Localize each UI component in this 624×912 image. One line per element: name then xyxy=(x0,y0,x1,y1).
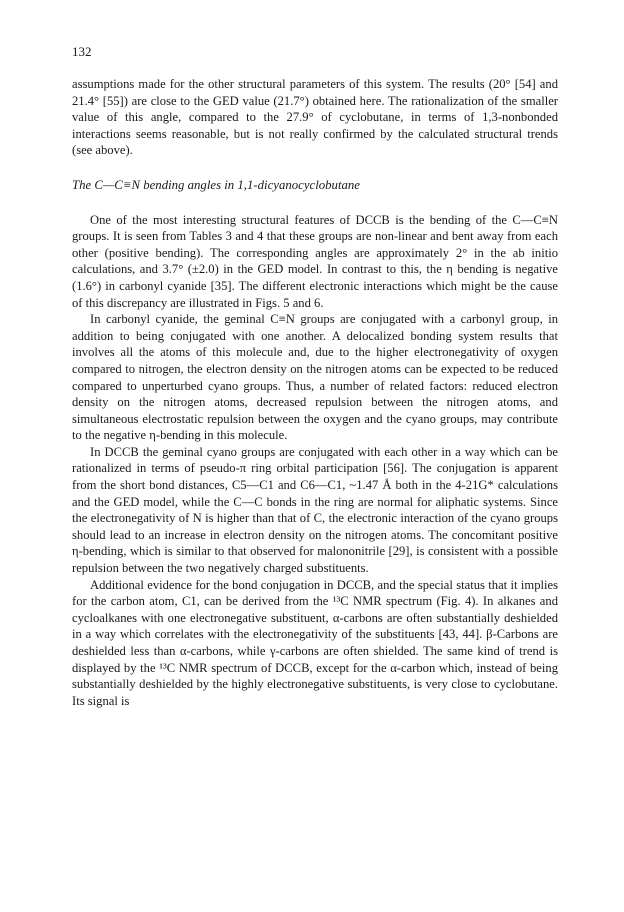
paragraph: Additional evidence for the bond conjugation in DCCB, and the special status that it implies for the carbon atom, C1, can be derived from the ¹³C NMR spectrum (Fig. 4). In alkanes and cycloalkanes with one electronegative substituent, α-carbons are often substantially deshielded in a way which correlates with the electronegativity of the substituents [43, 44]. β-Carbons are deshielded less than α-carbons, while γ-carbons are often shielded. The same kind of trend is displayed by the ¹³C NMR spectrum of DCCB, except for the α-carbon which, instead of being substantially deshielded by the highly electronegative substituents, is very close to cyclobutane. Its signal is xyxy=(72,577,558,708)
paragraph-continuation: assumptions made for the other structural parameters of this system. The results (20° [54] and 21.4° [55]) are close to the GED value (21.7°) obtained here. The rationalization of the smaller value of this angle, compared to the 27.9° of cyclobutane, in terms of 1,3-nonbonded interactions seems reasonable, but is not really confirmed by the calculated structural trends (see above). xyxy=(72,77,558,158)
page-number: 132 xyxy=(72,44,92,59)
paragraph: In DCCB the geminal cyano groups are conjugated with each other in a way which can be rationalized in terms of pseudo-π ring orbital participation [56]. The conjugation is apparent from the short bond distances, C5—C1 and C6—C1, ~1.47 Å both in the 4-21G* calculations and the GED model, while the C—C bonds in the ring are normal for aliphatic systems. Since the electronegativity of N is higher than that of C, the electronic interaction of the cyano groups should lead to an increase in electron density on the nitrogen atoms. The concomitant positive η-bending, which is similar to that observed for malononitrile [29], is consistent with a possible repulsion between the two negatively charged substituents. xyxy=(72,444,558,576)
document-page xyxy=(72,44,558,709)
paragraph: In carbonyl cyanide, the geminal C≡N groups are conjugated with a carbonyl group, in addition to being conjugated with one another. A delocalized bonding system results that involves all the atoms of this molecule and, due to the higher electronegativity of oxygen compared to nitrogen, the electron density on the nitrogen atoms can be expected to be reduced compared to unperturbed cyano groups. Thus, a number of related factors: reduced electron density on the nitrogen atoms, decreased repulsion between the nitrogen atoms, and simultaneous electrostatic repulsion between the oxygen and the cyano groups, may contribute to the negative η-bending in this molecule. xyxy=(72,312,558,443)
paragraph: One of the most interesting structural features of DCCB is the bending of the C—C≡N groups. It is seen from Tables 3 and 4 that these groups are non-linear and bent away from each other (positive bending). The corresponding angles are approximately 2° in the ab initio calculations, and 3.7° (±2.0) in the GED model. In contrast to this, the η bending is negative (1.6°) in carbonyl cyanide [35]. The different electronic interactions which might be the cause of this discrepancy are illustrated in Figs. 5 and 6. xyxy=(72,212,558,310)
section-heading: The C—C≡N bending angles in 1,1-dicyanocyclobutane xyxy=(72,177,360,192)
